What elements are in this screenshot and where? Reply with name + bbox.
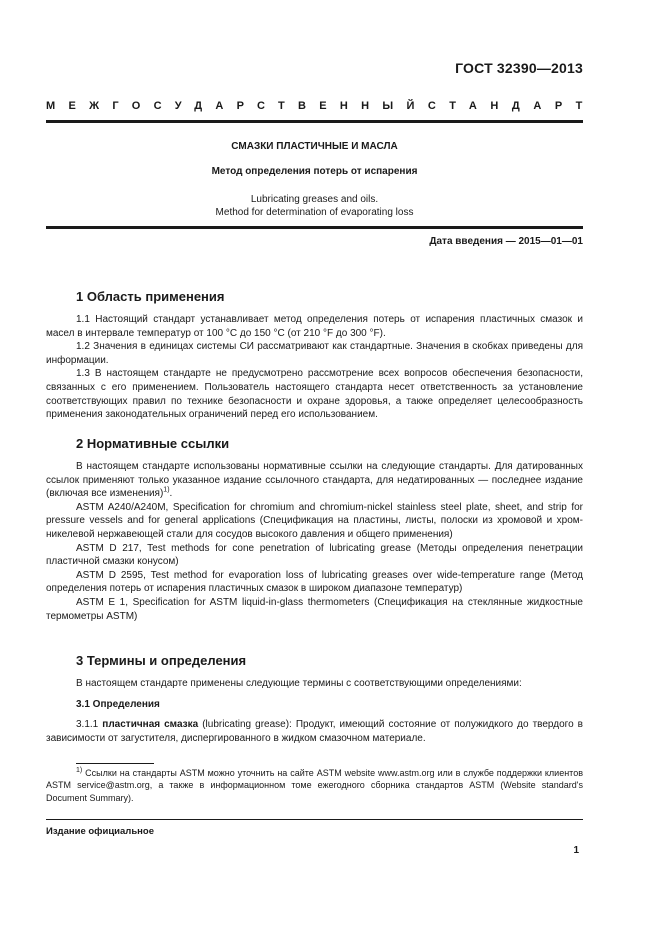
para-1-1: 1.1 Настоящий стандарт устанавливает метод определения потерь от испарения пластичных смазок и масел в интервале температур от 100 °C до 150 °C (от 210 °F до 300 °F). [46,314,583,339]
ref-astm-e1: ASTM E 1, Specification for ASTM liquid-in-glass thermometers (Спецификация на стеклянные жидкостные термометры ASTM) [46,596,583,622]
footnote-mark: 1) [76,767,83,774]
ref-astm-d217: ASTM D 217, Test methods for cone penetration of lubricating grease (Методы определения пенетрации пластичной смазки конусом) [46,542,583,568]
footer-rule [46,819,583,820]
para-1-3: 1.3 В настоящем стандарте не предусмотрено рассмотрение всех вопросов обеспечения безопасности, связанных с его применением. Пользователь настоящего стандарта несет ответственность за установление соответствующих правил по технике безопасности и охране здоровья, а также определяет целесообразность применения законодательных ограничений перед его использованием. [46,368,583,421]
section-1-body [46,313,583,422]
english-title-line1: Lubricating greases and oils. [250,194,379,205]
para-3-intro: В настоящем стандарте применены следующие термины с соответствующими определениями: [76,678,522,689]
ref-astm-d2595: ASTM D 2595, Test method for evaporation loss of lubricating greases over wide-temperature range (Метод определения потерь от испарения пластичных смазок в широком диапазоне температур) [46,569,583,595]
para-2-intro [46,460,583,501]
english-title-line2: Method for determination of evaporating loss [215,207,414,218]
section-3-intro [46,677,583,691]
doc-title: СМАЗКИ ПЛАСТИЧНЫЕ И МАСЛА [231,141,398,152]
footnote [46,767,583,804]
banner-right: СТАНДАРТ [427,100,596,112]
doc-number: ГОСТ 32390—2013 [455,60,583,76]
banner-left: МЕЖГОСУДАРСТВЕННЫЙ [46,100,428,112]
page-number: 1 [573,845,579,856]
effective-date: Дата введения — 2015—01—01 [429,236,583,247]
def-term: пластичная смазка [102,719,199,730]
para-2-intro-end: . [169,488,173,500]
footnote-ref: 1) [163,486,170,494]
para-2-intro-text: В настоящем стандарте использованы нормативные ссылки на следующие стандарты. Для датированных ссылок применяют только указанное издание ссылочного стандарта, для недатированных — последнее издание (включая все изменения) [46,461,583,500]
para-1-2: 1.2 Значения в единицах системы СИ рассматривают как стандартные. Значения в скобках приведены для информации. [46,341,583,366]
english-title [46,193,583,219]
subsection-3-1-heading: 3.1 Определения [76,699,160,710]
section-3-definition [46,718,583,745]
ref-astm-a240: ASTM A240/A240M, Specification for chromium and chromium-nickel stainless steel plate, sheet, and strip for pressure vessels and for general applications (Спецификация на пластины, листы, полоски из хромовой и хром-никелевой нержавеющей стали для сосудов высокого давления и общего применения) [46,501,583,540]
section-1-heading: 1 Область применения [76,289,225,304]
section-2-heading: 2 Нормативные ссылки [76,436,230,451]
section-3-heading: 3 Термины и определения [76,653,247,668]
bottom-rule [46,226,583,229]
def-number: 3.1.1 [76,719,99,730]
footnote-text-block [46,767,583,804]
footnote-rule [76,763,154,764]
edition-label: Издание официальное [46,826,154,837]
standard-banner [46,100,596,112]
doc-subtitle: Метод определения потерь от испарения [211,166,418,177]
section-2-body [46,460,583,623]
top-rule [46,120,583,123]
def-text: (lubricating grease): Продукт, имеющий состояние от полужидкого до твердого в зависимости от загустителя, диспергированного в жидком смазочном материале. [46,719,583,744]
footnote-text: Ссылки на стандарты ASTM можно уточнить на сайте ASTM website www.astm.org или в службе поддержки клиентов ASTM service@astm.org, а также в информационном томе ежегодного сборника стандартов ASTM (Website standard's Document Summary). [46,768,583,803]
definition-3-1-1 [46,718,583,745]
